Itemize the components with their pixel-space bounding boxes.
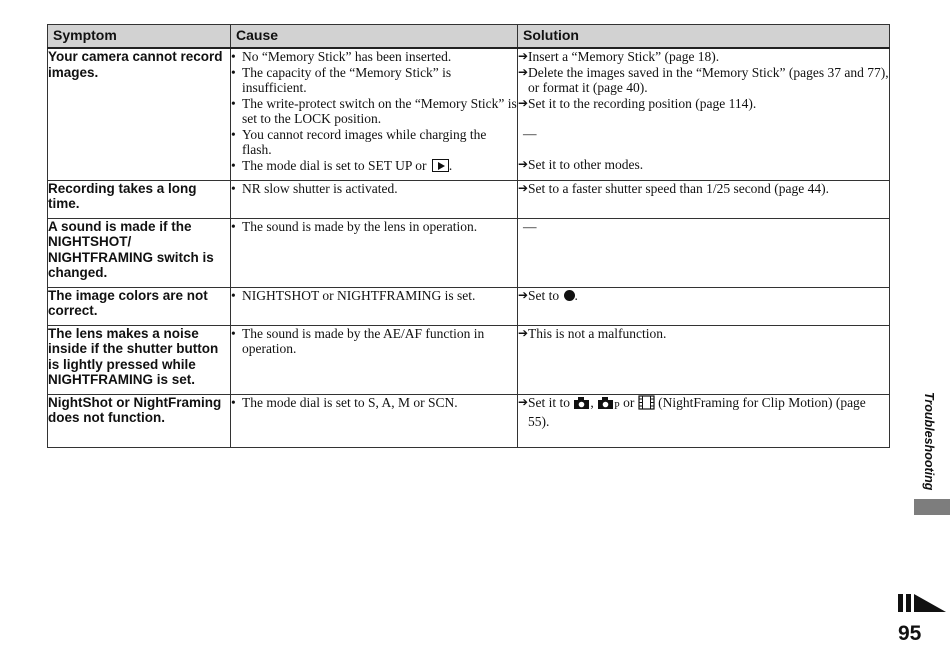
header-cause: Cause <box>231 25 518 49</box>
symptom-cell: A sound is made if the NIGHTSHOT/ NIGHTFRAMING switch is changed. <box>48 218 231 287</box>
section-side-label: Troubleshooting <box>922 392 936 491</box>
solution-cell <box>518 325 890 394</box>
arrow-icon: ➔ <box>518 64 529 79</box>
bullet: • <box>231 49 236 64</box>
solution-cell <box>518 287 890 325</box>
play-icon <box>432 159 449 172</box>
solution-item: ➔ Set to . <box>518 287 578 303</box>
bullet: • <box>231 287 236 303</box>
arrow-icon: ➔ <box>518 394 529 409</box>
table-row <box>48 394 890 447</box>
arrow-icon: ➔ <box>518 180 529 195</box>
cause-item: • The mode dial is set to S, A, M or SCN. <box>231 394 458 410</box>
solution-item: ➔ Set it to , P or (NightFraming for Clip Motion) (page 55). <box>518 394 866 429</box>
solution-item: — <box>523 218 537 234</box>
cause-cell <box>231 218 518 287</box>
camera-icon <box>573 396 590 410</box>
solution-item: ➔ Insert a “Memory Stick” (page 18). <box>518 49 720 64</box>
solution-cell <box>518 218 890 287</box>
cause-item: • NIGHTSHOT or NIGHTFRAMING is set. <box>231 287 476 303</box>
cause-cell <box>231 180 518 218</box>
cause-cell <box>231 394 518 447</box>
cause-cell <box>231 325 518 394</box>
cause-item: • The sound is made by the AE/AF function in operation. <box>231 325 485 356</box>
section-tab-bar <box>914 499 950 515</box>
header-solution: Solution <box>518 25 890 49</box>
cause-item: • The capacity of the “Memory Stick” is insufficient. <box>231 64 452 95</box>
dot-icon <box>564 290 575 301</box>
cause-item: • The sound is made by the lens in operation. <box>231 218 478 234</box>
cause-item: • NR slow shutter is activated. <box>231 180 398 196</box>
bullet: • <box>231 325 236 341</box>
cause-item: • No “Memory Stick” has been inserted. <box>231 49 452 64</box>
page-number: 95 <box>898 622 922 645</box>
bullet: • <box>231 157 236 173</box>
next-page-icon <box>898 592 948 614</box>
symptom-cell: The image colors are not correct. <box>48 287 231 325</box>
cause-cell <box>231 287 518 325</box>
film-icon <box>638 395 655 410</box>
solution-item: ➔ Set it to the recording position (page 114). <box>518 95 757 111</box>
bullet: • <box>231 64 236 80</box>
bullet: • <box>231 126 236 142</box>
bullet: • <box>231 394 236 410</box>
table-row <box>48 287 890 325</box>
arrow-icon: ➔ <box>518 156 529 171</box>
symptom-cell: Your camera cannot record images. <box>48 48 231 180</box>
arrow-icon: ➔ <box>518 287 529 302</box>
arrow-icon: ➔ <box>518 95 529 110</box>
table-row <box>48 218 890 287</box>
table-header-row <box>48 25 890 49</box>
cause-item: • The write-protect switch on the “Memory Stick” is set to the LOCK position. <box>231 95 517 126</box>
header-symptom: Symptom <box>48 25 231 49</box>
symptom-cell: The lens makes a noise inside if the shutter button is lightly pressed while NIGHTFRAMING is set. <box>48 325 231 394</box>
table-row <box>48 48 890 180</box>
cause-cell <box>231 48 518 180</box>
solution-item: — <box>523 126 537 141</box>
table-row <box>48 325 890 394</box>
arrow-icon: ➔ <box>518 325 529 340</box>
solution-item: ➔ Delete the images saved in the “Memory Stick” (pages 37 and 77), or format it (page 40). <box>518 64 889 95</box>
solution-item: ➔ Set it to other modes. <box>518 156 644 172</box>
bullet: • <box>231 218 236 234</box>
camera-p-icon <box>597 396 614 410</box>
bullet: • <box>231 95 236 111</box>
symptom-cell: Recording takes a long time. <box>48 180 231 218</box>
bullet: • <box>231 180 236 196</box>
cause-item: • The mode dial is set to SET UP or . <box>231 157 453 173</box>
troubleshooting-table <box>47 24 890 448</box>
cause-item: • You cannot record images while charging the flash. <box>231 126 487 157</box>
solution-cell <box>518 48 890 180</box>
solution-cell <box>518 394 890 447</box>
table-row <box>48 180 890 218</box>
symptom-cell: NightShot or NightFraming does not function. <box>48 394 231 447</box>
solution-item: ➔ Set to a faster shutter speed than 1/25 second (page 44). <box>518 180 830 196</box>
solution-item: ➔ This is not a malfunction. <box>518 325 667 341</box>
arrow-icon: ➔ <box>518 49 529 63</box>
p-mark: P <box>614 400 620 412</box>
solution-cell <box>518 180 890 218</box>
